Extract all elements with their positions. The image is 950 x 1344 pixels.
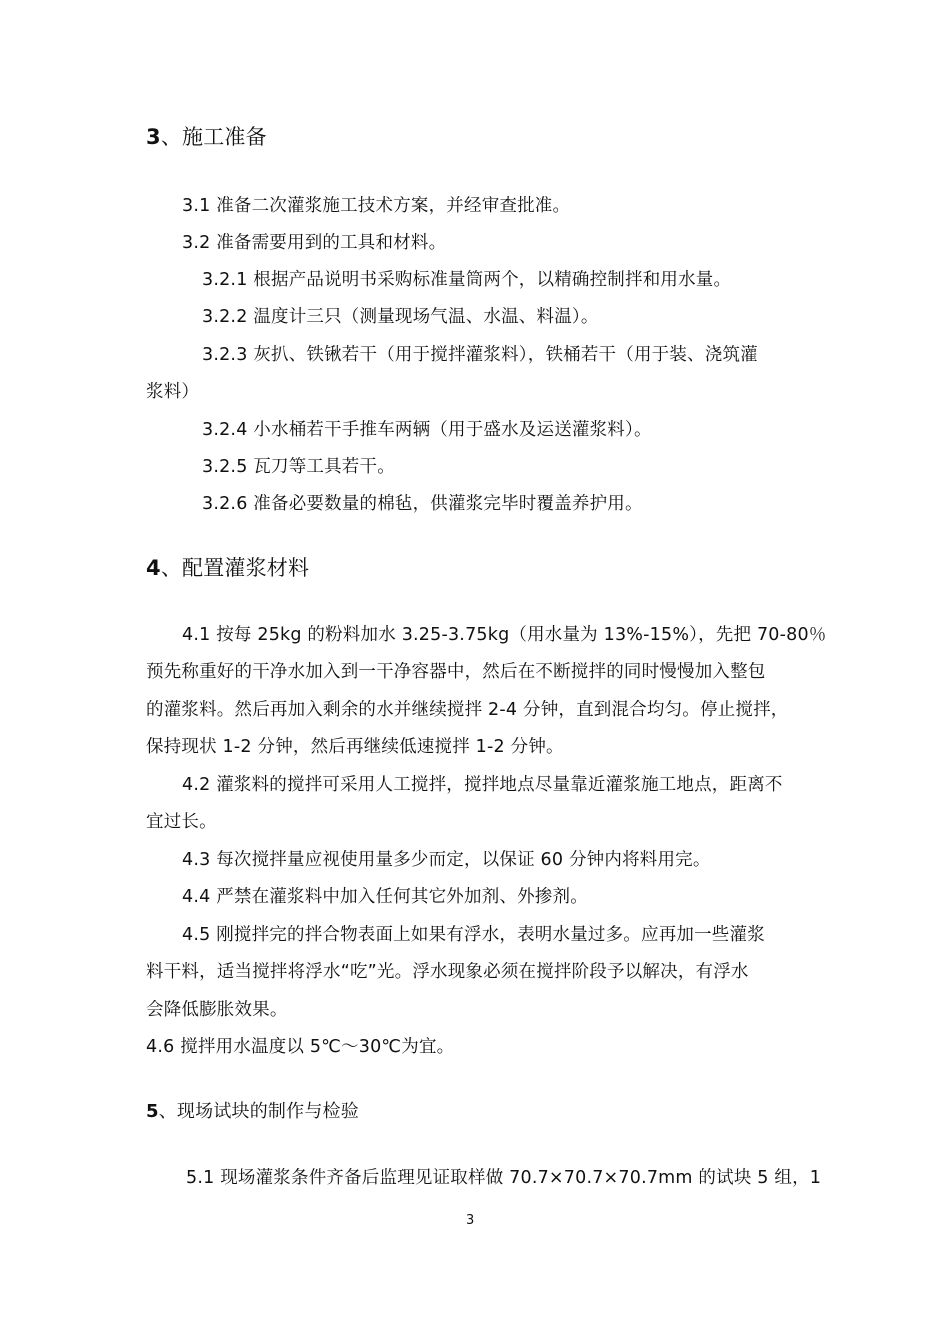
item-4-1: 4.1 按每 25kg 的粉料加水 3.25-3.75kg（用水量为 13%-15%），先把 70-80％ <box>182 625 827 645</box>
item-5-1: 5.1 现场灌浆条件齐备后监理见证取样做 70.7×70.7×70.7mm 的试块 5 组，1 <box>186 1168 822 1188</box>
section-3-heading: 3、施工准备 <box>146 125 267 149</box>
item-4-6: 4.6 搅拌用水温度以 5℃～30℃为宜。 <box>146 1037 455 1057</box>
item-3-2-4: 3.2.4 小水桶若干手推车两辆（用于盛水及运送灌浆料）。 <box>202 420 652 440</box>
item-3-2: 3.2 准备需要用到的工具和材料。 <box>182 233 447 253</box>
item-3-1: 3.1 准备二次灌浆施工技术方案，并经审查批准。 <box>182 196 571 216</box>
item-4-3: 4.3 每次搅拌量应视使用量多少而定，以保证 60 分钟内将料用完。 <box>182 850 711 870</box>
item-3-2-2: 3.2.2 温度计三只（测量现场气温、水温、料温）。 <box>202 307 599 327</box>
item-4-5-cont-1: 料干料，适当搅拌将浮水“吃”光。浮水现象必须在搅拌阶段予以解决，有浮水 <box>146 962 749 982</box>
item-4-5-cont-2: 会降低膨胀效果。 <box>146 1000 288 1020</box>
section-4-heading: 4、配置灌浆材料 <box>146 556 310 580</box>
item-3-2-3-cont: 浆料） <box>146 382 200 402</box>
item-4-2-cont: 宜过长。 <box>146 812 217 832</box>
item-4-1-cont-2: 的灌浆料。然后再加入剩余的水并继续搅拌 2-4 分钟，直到混合均匀。停止搅拌， <box>146 700 789 720</box>
item-3-2-5: 3.2.5 瓦刀等工具若干。 <box>202 457 395 477</box>
item-4-5: 4.5 刚搅拌完的拌合物表面上如果有浮水，表明水量过多。应再加一些灌浆 <box>182 925 765 945</box>
page-number: 3 <box>466 1213 475 1228</box>
section-5-heading: 5、现场试块的制作与检验 <box>146 1101 359 1122</box>
item-4-4: 4.4 严禁在灌浆料中加入任何其它外加剂、外掺剂。 <box>182 887 588 907</box>
item-4-1-cont-3: 保持现状 1-2 分钟，然后再继续低速搅拌 1-2 分钟。 <box>146 737 564 757</box>
item-3-2-1: 3.2.1 根据产品说明书采购标准量筒两个，以精确控制拌和用水量。 <box>202 270 732 290</box>
item-3-2-3: 3.2.3 灰扒、铁锹若干（用于搅拌灌浆料），铁桶若干（用于装、浇筑灌 <box>202 345 758 365</box>
item-3-2-6: 3.2.6 准备必要数量的棉毡，供灌浆完毕时覆盖养护用。 <box>202 494 643 514</box>
item-4-2: 4.2 灌浆料的搅拌可采用人工搅拌，搅拌地点尽量靠近灌浆施工地点，距离不 <box>182 775 783 795</box>
item-4-1-cont-1: 预先称重好的干净水加入到一干净容器中，然后在不断搅拌的同时慢慢加入整包 <box>146 662 766 682</box>
